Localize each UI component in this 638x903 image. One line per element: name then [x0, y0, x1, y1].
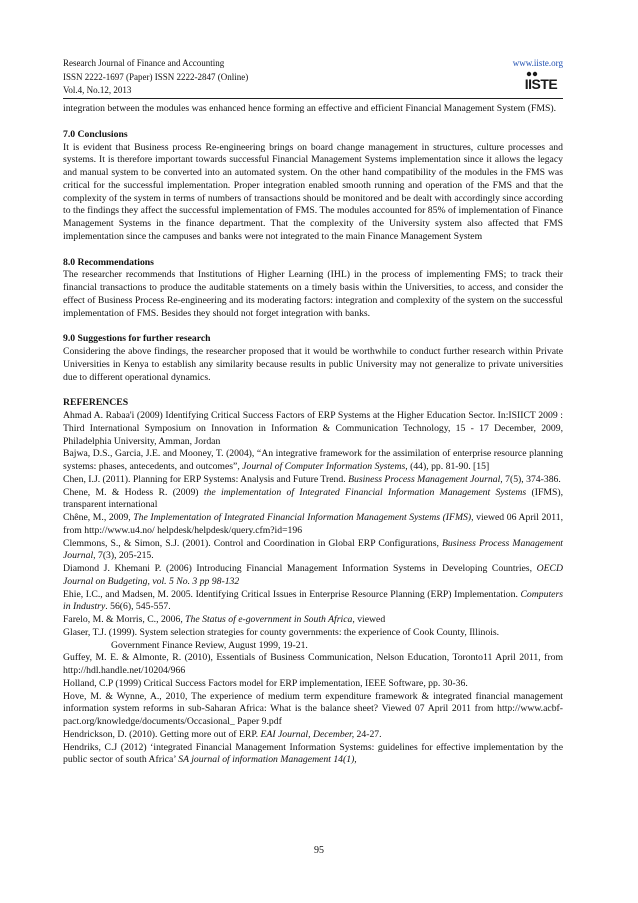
section-heading: 7.0 Conclusions — [63, 128, 128, 140]
section-further-research — [63, 333, 563, 384]
section-text: Considering the above findings, the researcher proposed that it would be worthwhile to conduct further research within Private Universities in Kenya to establish any similarity because results in public University may not generalize to private universities due to different operational dynamics. — [63, 346, 563, 383]
reference-item: Government Finance Review, August 1999, 19-21. — [111, 639, 308, 651]
references-list — [63, 410, 563, 767]
issn-line: ISSN 2222-1697 (Paper) ISSN 2222-2847 (Online) — [63, 71, 249, 82]
section-heading: 8.0 Recommendations — [63, 256, 154, 268]
iiste-logo-icon — [521, 68, 561, 94]
reference-item: Ehie, I.C., and Madsen, M. 2005. Identifying Critical Issues in Enterprise Resource Planning (ERP) Implementation. Computers in Industry. 56(6), 545-557. — [63, 588, 563, 613]
logo-wordmark: IISTE — [524, 76, 558, 92]
reference-item: Clemmons, S., & Simon, S.J. (2001). Control and Coordination in Global ERP Configurations, Business Process Management Journal, 7(3), 205-215. — [63, 537, 563, 562]
reference-item: Hove, M. & Wynne, A., 2010, The experience of medium term expenditure framework & integrated financial management information system reforms in sub-Saharan Africa: What is the balance sheet? Viewed 07 April 2011 from http://www.acbf-pact.org/knowledge/documents/Occasional_ Paper 9.pdf — [63, 690, 563, 727]
references-heading: REFERENCES — [63, 397, 129, 409]
reference-item: Chêne, M., 2009, The Implementation of Integrated Financial Information Management Systems (IFMS), viewed 06 April 2011, from http://www.u4.no/ helpdesk/helpdesk/query.cfm?id=196 — [63, 512, 563, 536]
reference-item: Ahmad A. Rabaa'i (2009) Identifying Critical Success Factors of ERP Systems at the Higher Education Sector. In:ISIICT 2009 : Third International Symposium on Innovation in Information & Communication Technology, 15 - 17 December, 2009, Philadelphia University, Amman, Jordan — [63, 410, 563, 447]
reference-item: Chen, I.J. (2011). Planning for ERP Systems: Analysis and Future Trend. Business Process Management Journal, 7(5), 374-386. — [63, 473, 561, 485]
reference-item: Hendriks, C.J (2012) ‘integrated Financial Management Information Systems: guidelines for effective implementation by the public sector of south Africa’ SA journal of information Management 14(1), — [63, 741, 563, 766]
reference-item: Hendrickson, D. (2010). Getting more out of ERP. EAI Journal, December, 24-27. — [63, 728, 382, 740]
reference-item: Chene, M. & Hodess R. (2009) the implementation of Integrated Financial Information Management Systems (IFMS), transparent international — [63, 486, 563, 511]
section-heading: 9.0 Suggestions for further research — [63, 333, 211, 345]
article-body — [63, 103, 563, 767]
reference-item: Holland, C.P (1999) Critical Success Factors model for ERP implementation, IEEE Software, pp. 30-36. — [63, 677, 468, 689]
intro-paragraph: integration between the modules was enhanced hence forming an effective and efficient Financial Management System (FMS). — [63, 103, 557, 114]
page-header — [63, 57, 563, 98]
page-number: 95 — [314, 845, 324, 856]
header-divider — [63, 98, 563, 99]
website-link[interactable]: www.iiste.org — [512, 58, 563, 68]
section-text: The researcher recommends that Institutions of Higher Learning (IHL) in the process of implementing FMS; to track their financial transactions to produce the auditable statements on a timely basis within the Universities, to access, and consider the effect of Business Process Re-engineering and its moderating factors: integration and complexity of the system on the successful implementation of FMS. Besides they should not forget integration with banks. — [63, 269, 563, 319]
reference-item: Farelo, M. & Morris, C., 2006, The Status of e-government in South Africa, viewed — [63, 614, 386, 625]
section-recommendations — [63, 257, 563, 321]
volume-line: Vol.4, No.12, 2013 — [63, 85, 132, 95]
section-text: It is evident that Business process Re-engineering brings on board change management in structures, culture processes and systems. It is therefore important towards successful Financial Management Systems implementation since it allows the legacy and manual system to be converted into an automated system. On the other hand compatibility of the modules in the FMS was critical for the successful implementation. Proper integration enabled smooth running and operation of the FMS and that the complexity of the system in terms of numbers of transactions should be monitored and be dealt with accordingly since according to the findings they affect the successful implementation of FMS. The modules accounted for 85% of implementation of Finance Management Systems in the finance department. That the complexity of the University system also affected that FMS implementation since the campuses and banks were not integrated to the main Finance Management System — [63, 141, 563, 242]
reference-item: Diamond J. Khemani P. (2006) Introducing Financial Management Information Systems in Developing Countries, OECD Journal on Budgeting, vol. 5 No. 3 pp 98-132 — [63, 563, 563, 587]
journal-title: Research Journal of Finance and Accounting — [63, 58, 225, 68]
reference-item: Guffey, M. E. & Almonte, R. (2010), Essentials of Business Communication, Nelson Education, Toronto11 April 2011, from http://hdl.handle.net/10204/966 — [63, 652, 563, 676]
reference-item: Glaser, T.J. (1999). System selection strategies for county governments: the experience of Cook County, Illinois. — [63, 626, 500, 638]
section-conclusions — [63, 129, 563, 244]
reference-item: Bajwa, D.S., Garcia, J.E. and Mooney, T. (2004), “An integrative framework for the assimilation of enterprise resource planning systems: phases, antecedents, and outcomes”, Journal of Computer Information Systems, (44), pp. 81-90. [15] — [63, 448, 563, 472]
